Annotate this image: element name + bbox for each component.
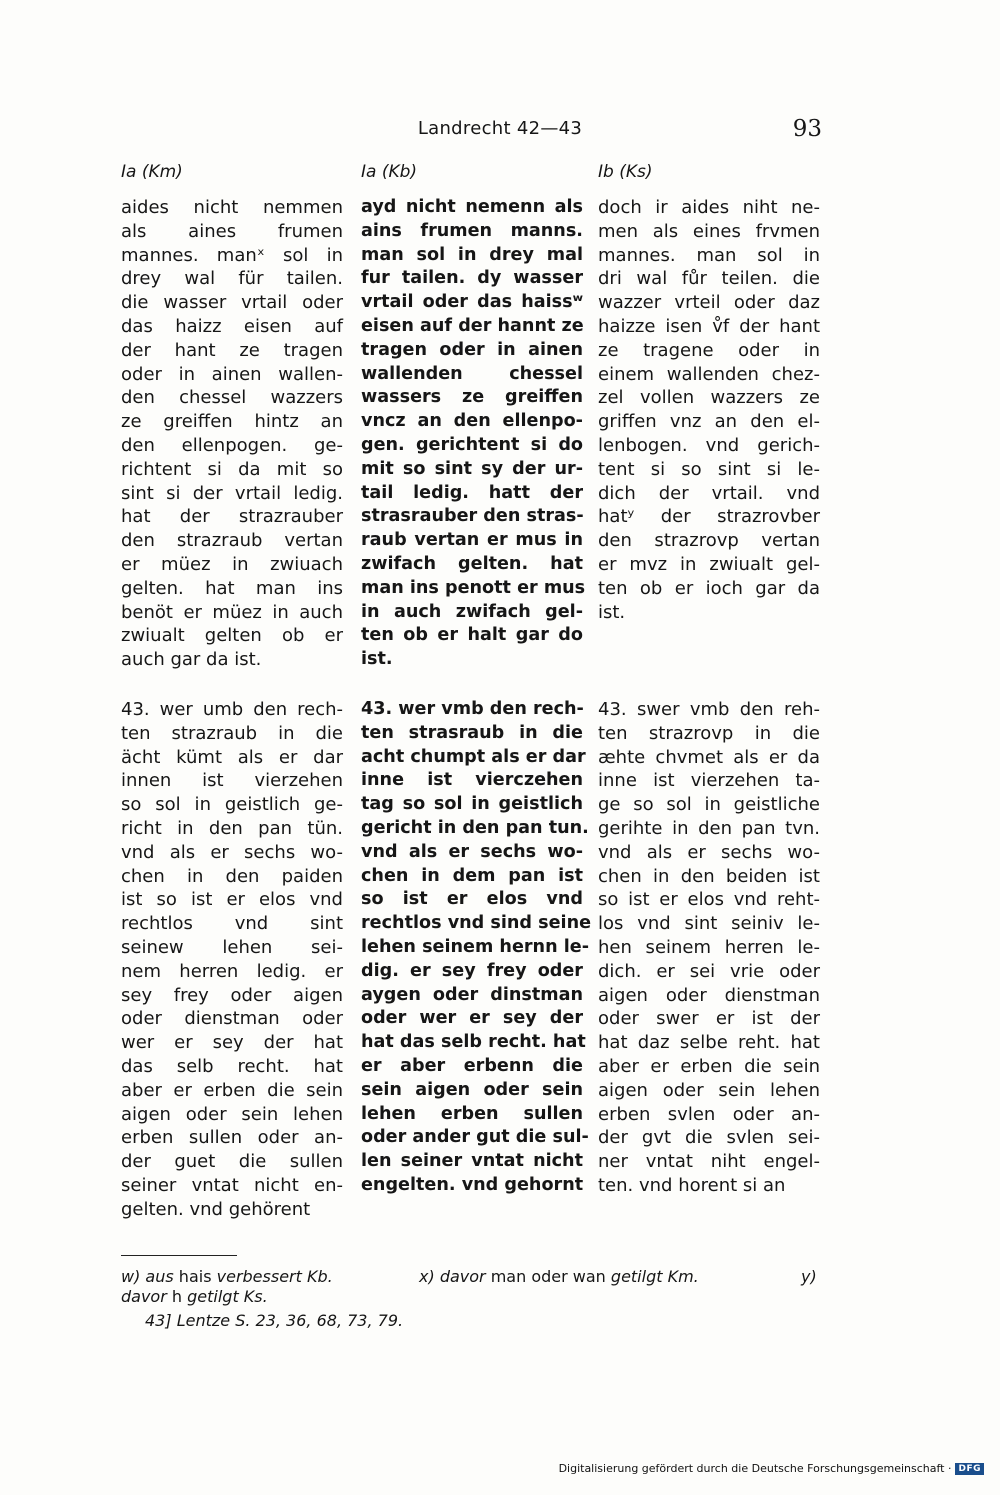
text-line: oder wer er sey der xyxy=(361,1008,583,1029)
footnote-w-label: w) xyxy=(121,1267,141,1286)
column-ib-ks xyxy=(598,160,820,1240)
text-line: rechtlos vnd sint xyxy=(121,913,343,935)
text-line: tragen oder in ainen xyxy=(361,339,583,360)
text-line: ten ob er halt gar do xyxy=(361,625,583,646)
text-line: ze tragene oder in xyxy=(598,339,820,361)
text-line: einem wallenden chez- xyxy=(598,363,820,385)
text-line: man sol in drey mal xyxy=(361,244,583,265)
text-line: erben sullen oder an- xyxy=(121,1127,343,1149)
footnote-cont-davor: davor xyxy=(121,1287,167,1306)
text-line: chen in dem pan ist xyxy=(361,865,583,886)
text-line: sein aigen oder sein xyxy=(361,1079,583,1100)
column-ia-km xyxy=(121,160,343,1240)
text-line: haizze isen v̊f der hant xyxy=(598,315,820,337)
text-line: dich. er sei vrie oder xyxy=(598,960,820,982)
text-line: erben svlen oder an- xyxy=(598,1103,820,1125)
footnote-literature-ref: 43] Lentze S. 23, 36, 68, 73, 79. xyxy=(145,1311,404,1330)
text-line: vnd als er sechs wo- xyxy=(121,841,343,863)
footnote-x-words: man oder wan xyxy=(490,1267,606,1286)
text-line: der guet die sullen xyxy=(121,1151,343,1173)
text-line: æhte chvmet als er da xyxy=(598,746,820,768)
text-line: 43. wer umb den rech- xyxy=(121,699,343,720)
footnote-cont-word: h xyxy=(171,1287,183,1306)
text-line: die wasser vrtail oder xyxy=(121,292,343,314)
text-line: mannes. man sol in xyxy=(598,244,820,266)
footnote-x-davor: davor xyxy=(439,1267,486,1286)
text-line: zwiualt gelten ob er xyxy=(121,625,343,647)
text-line: aigen oder sein lehen xyxy=(121,1103,343,1125)
text-line: men als eines frvmen xyxy=(598,220,820,242)
text-line: er mvz in zwiualt gel- xyxy=(598,553,820,575)
text-line: dri wal fůr teilen. die xyxy=(598,268,820,290)
text-line: ächt kümt als er dar xyxy=(121,746,343,768)
text-line: so ist er elos vnd xyxy=(361,889,583,910)
text-line: tail ledig. hatt der xyxy=(361,482,583,503)
text-line: vnd als er sechs wo- xyxy=(361,841,583,862)
page-number: 93 xyxy=(792,116,822,142)
text-line: acht chumpt als er dar xyxy=(361,746,586,767)
text-line: zel vollen wazzers ze xyxy=(598,387,820,409)
text-line: das selb recht. hat xyxy=(121,1055,343,1077)
text-line: hat der strazrauber xyxy=(121,506,343,528)
footnote-rule xyxy=(121,1255,237,1256)
footnote-w xyxy=(121,1267,333,1287)
text-line: ge so sol in geistliche xyxy=(598,794,820,816)
text-line: oder in ainen wallen- xyxy=(121,363,343,385)
text-line: ist. xyxy=(361,649,393,670)
text-line: hat daz selbe reht. hat xyxy=(598,1032,820,1054)
text-line: seinew lehen sei- xyxy=(121,936,343,958)
text-line: innen ist vierzehen xyxy=(121,770,343,792)
text-line: als aines frumen xyxy=(121,220,343,242)
text-line: tent si so sint si le- xyxy=(598,458,820,480)
text-line: man ins penott er mus xyxy=(361,577,586,598)
text-line: gen. gerichtent si do xyxy=(361,434,583,455)
text-line: so sol in geistlich ge- xyxy=(121,794,343,816)
text-line: aygen oder dinstman xyxy=(361,984,583,1005)
footnote-y-label: y) xyxy=(801,1267,817,1286)
text-line: ten strazrovp in die xyxy=(598,722,820,744)
digitization-credit xyxy=(559,1462,984,1475)
text-line: ayd nicht nemenn als xyxy=(361,197,583,217)
text-line: dich der vrtail. vnd xyxy=(598,482,820,504)
text-line: mannes. manˣ sol in xyxy=(121,244,343,266)
text-line: vnd als er sechs wo- xyxy=(598,841,820,863)
text-line: ten strasraub in die xyxy=(361,722,583,743)
text-line: seiner vntat nicht en- xyxy=(121,1174,343,1196)
text-line: inne ist vierczehen xyxy=(361,770,583,791)
text-line: gelten. hat man ins xyxy=(121,577,343,599)
text-line: nem herren ledig. er xyxy=(121,960,343,982)
paragraph-43 xyxy=(361,698,592,1198)
text-line: inne ist vierzehen ta- xyxy=(598,770,820,792)
text-line: chen in den paiden xyxy=(121,865,343,887)
text-line: lehen seinem hernn le- xyxy=(361,936,589,957)
text-line: gelten. vnd gehörent xyxy=(121,1198,311,1220)
footnote-x xyxy=(419,1267,699,1287)
column-ia-kb xyxy=(361,160,592,1240)
text-line: auch gar da ist. xyxy=(121,649,262,671)
footnote-w-aus: aus xyxy=(145,1267,174,1286)
text-line: in auch zwifach gel- xyxy=(361,601,583,622)
text-line: lehen erben sullen xyxy=(361,1103,583,1124)
text-line: eisen auf der hannt ze xyxy=(361,315,584,336)
text-line: rechtlos vnd sind seine xyxy=(361,913,592,934)
text-line: aigen oder sein lehen xyxy=(598,1079,820,1101)
paragraph-42-end xyxy=(361,196,586,672)
paragraph-42-end xyxy=(121,196,343,672)
text-line: oder ander gut die sul- xyxy=(361,1127,589,1148)
text-line: strasrauber den stras- xyxy=(361,506,584,527)
footnotes xyxy=(121,1267,821,1330)
column-siglum: Ia (Kb) xyxy=(361,162,418,182)
text-line: oder dienstman oder xyxy=(121,1008,343,1030)
dfg-logo: DFG xyxy=(955,1463,984,1475)
text-line: gericht in den pan tun. xyxy=(361,817,589,838)
text-line: das haizz eisen auf xyxy=(121,315,343,337)
footnote-row-1 xyxy=(121,1267,821,1287)
text-line: chen in den beiden ist xyxy=(598,865,820,887)
paragraph-43 xyxy=(121,698,343,1222)
text-line: sey frey oder aigen xyxy=(121,984,343,1006)
text-line: lenbogen. vnd gerich- xyxy=(598,434,820,456)
text-line: engelten. vnd gehornt xyxy=(361,1174,584,1195)
text-line: aigen oder dienstman xyxy=(598,984,820,1006)
text-line: ze greiffen hintz an xyxy=(121,411,343,433)
text-line: ist so ist er elos vnd xyxy=(121,889,343,911)
text-line: dig. er sey frey oder xyxy=(361,960,583,981)
text-line: er müez in zwiuach xyxy=(121,553,343,575)
text-line: 43. wer vmb den rech- xyxy=(361,699,584,719)
text-line: fur tailen. dy wasser xyxy=(361,268,583,289)
text-line: gerihte in den pan tvn. xyxy=(598,817,820,839)
text-line: ten strazraub in die xyxy=(121,722,343,744)
text-line: aides nicht nemmen xyxy=(121,197,343,218)
text-line: ten ob er ioch gar da xyxy=(598,577,820,599)
text-line: griffen vnz an den el- xyxy=(598,411,820,433)
text-line: aber er erben die sein xyxy=(598,1055,820,1077)
text-line: 43. swer vmb den reh- xyxy=(598,699,820,720)
text-line: ten. vnd horent si an xyxy=(598,1174,786,1196)
text-line: den strazrovp vertan xyxy=(598,530,820,552)
paragraph-43 xyxy=(598,698,820,1198)
paragraph-42-end xyxy=(598,196,820,624)
text-line: wallenden chessel xyxy=(361,363,583,384)
text-line: ist. xyxy=(598,601,626,623)
text-line: benöt er müez in auch xyxy=(121,601,343,623)
footnote-cont-getilgt: getilgt Ks. xyxy=(187,1287,268,1306)
footnote-w-verb: verbessert Kb. xyxy=(216,1267,333,1286)
text-line: er aber erbenn die xyxy=(361,1055,583,1076)
text-line: mit so sint sy der ur- xyxy=(361,458,583,479)
text-line: wassers ze greiffen xyxy=(361,387,583,408)
text-line: wer er sey der hat xyxy=(121,1032,343,1054)
text-line: so ist er elos vnd reht- xyxy=(598,889,820,911)
text-line: tag so sol in geistlich xyxy=(361,794,583,815)
text-line: den chessel wazzers xyxy=(121,387,343,409)
text-line: den strazraub vertan xyxy=(121,530,343,552)
text-line: vncz an den ellenpo- xyxy=(361,411,583,432)
text-line: hen seinem herren le- xyxy=(598,936,820,958)
text-line: doch ir aides niht ne- xyxy=(598,197,820,218)
footnote-x-getilgt: getilgt Km. xyxy=(610,1267,699,1286)
text-line: zwifach gelten. hat xyxy=(361,553,583,574)
text-line: der gvt die svlen sei- xyxy=(598,1127,820,1149)
text-line: hatʸ der strazrovber xyxy=(598,506,820,528)
credit-text: Digitalisierung gefördert durch die Deutsche Forschungsgemeinschaft · xyxy=(558,1462,952,1475)
column-siglum: Ib (Ks) xyxy=(598,162,653,182)
text-line: los vnd sint seiniv le- xyxy=(598,913,820,935)
column-siglum: Ia (Km) xyxy=(121,162,183,182)
text-line: vrtail oder das haissʷ xyxy=(361,292,583,313)
text-line: ner vntat niht engel- xyxy=(598,1151,820,1173)
text-line: richtent si da mit so xyxy=(121,458,343,480)
text-line: drey wal für tailen. xyxy=(121,268,343,290)
text-line: aber er erben die sein xyxy=(121,1079,343,1101)
text-line: raub vertan er mus in xyxy=(361,530,583,551)
text-line: der hant ze tragen xyxy=(121,339,343,361)
text-line: sint si der vrtail ledig. xyxy=(121,482,343,504)
header-title: Landrecht 42—43 xyxy=(417,118,583,139)
text-line: len seiner vntat nicht xyxy=(361,1151,583,1172)
text-line: richt in den pan tün. xyxy=(121,817,343,839)
text-line: ains frumen manns. xyxy=(361,220,583,241)
text-line: den ellenpogen. ge- xyxy=(121,434,343,456)
footnote-row-2 xyxy=(121,1287,821,1307)
footnote-w-word: hais xyxy=(178,1267,212,1286)
footnote-x-label: x) xyxy=(419,1267,435,1286)
text-line: hat das selb recht. hat xyxy=(361,1032,586,1053)
text-line: oder swer er ist der xyxy=(598,1008,820,1030)
text-line: wazzer vrteil oder daz xyxy=(598,292,820,314)
